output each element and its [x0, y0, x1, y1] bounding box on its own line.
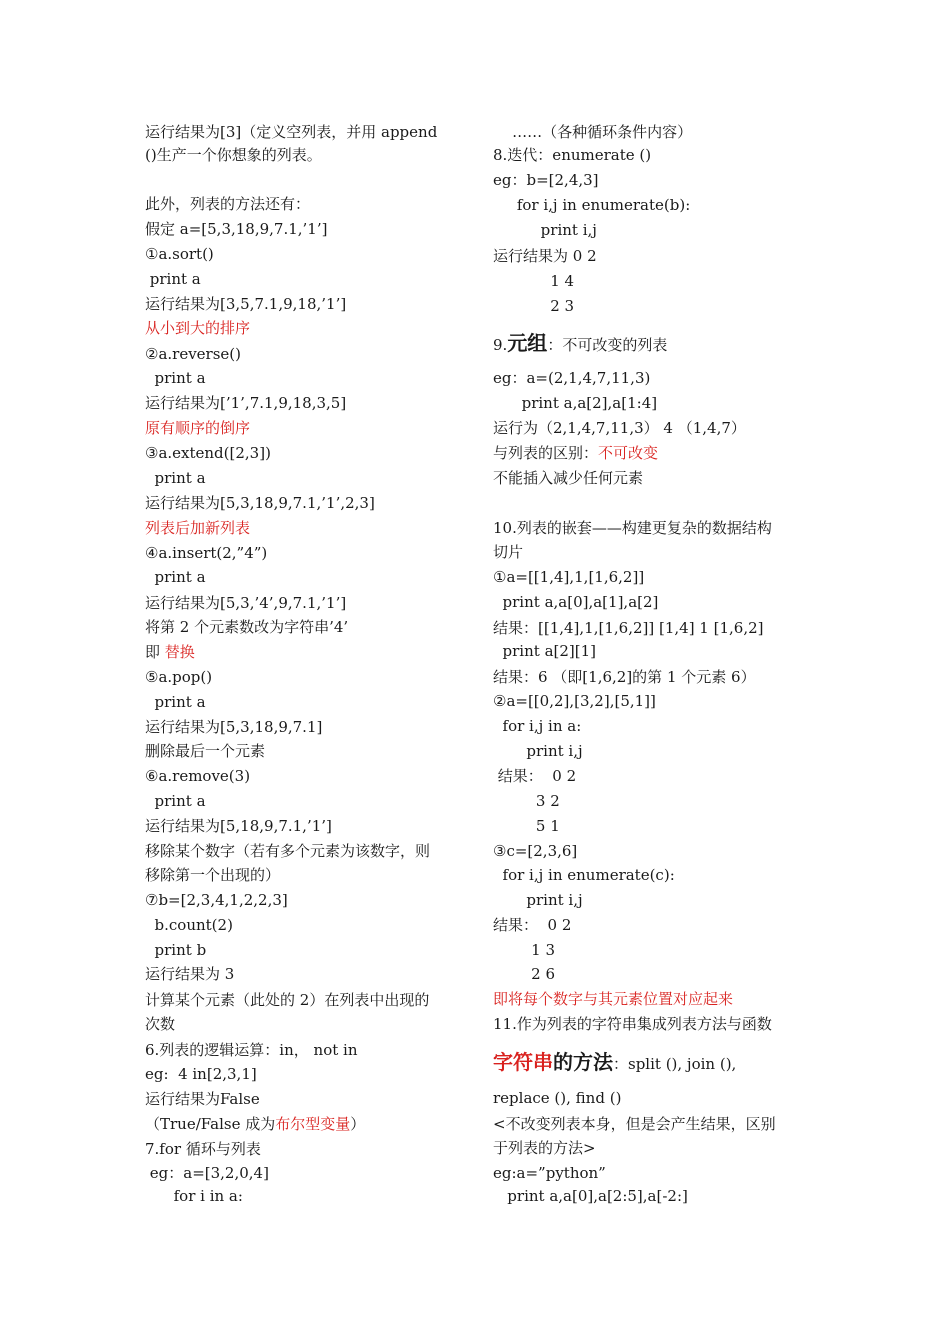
right-line: [493, 1052, 736, 1074]
right-line: [493, 1088, 621, 1108]
right-line: [493, 618, 764, 638]
line-text: ②a.reverse(): [145, 345, 242, 363]
left-line: [145, 667, 212, 687]
line-text: print i,j: [493, 891, 583, 909]
right-line: [493, 1138, 596, 1158]
left-line: [145, 269, 201, 289]
left-line: [145, 964, 234, 984]
right-line: [493, 145, 651, 165]
line-text: eg：a=(2,1,4,7,11,3): [493, 369, 651, 387]
right-line: [493, 296, 574, 316]
right-line: [493, 542, 523, 562]
line-text: 结果：[[1,4],1,[1,6,2]] [1,4] 1 [1,6,2]: [493, 619, 764, 637]
line-text: print a: [145, 369, 206, 387]
left-line: [145, 418, 250, 438]
line-text: 7.for 循环与列表: [145, 1140, 261, 1158]
left-line: [145, 194, 310, 214]
line-text: 运行结果为[3]（定义空列表，并用 append: [145, 123, 438, 141]
right-line: [493, 271, 574, 291]
line-text: ①a=[[1,4],1,[1,6,2]]: [493, 568, 645, 586]
line-text: 将第 2 个元素数改为字符串’4’: [145, 618, 349, 636]
line-text: 移除第一个出现的）: [145, 866, 281, 884]
line-text: 结果：6 （即[1,6,2]的第 1 个元素 6）: [493, 668, 756, 686]
right-line: [493, 964, 555, 984]
line-text: 运行结果为False: [145, 1090, 260, 1108]
left-line: [145, 766, 250, 786]
line-text: 移除某个数字（若有多个元素为该数字，则: [145, 842, 431, 860]
line-text: （True/False 成为: [145, 1115, 276, 1133]
left-line: [145, 122, 437, 142]
line-text: 于列表的方法>: [493, 1139, 596, 1157]
left-line: [145, 393, 346, 413]
left-line: [145, 841, 430, 861]
right-line: [493, 841, 577, 861]
line-text: 3 2: [493, 792, 560, 810]
line-text: b.count(2): [145, 916, 233, 934]
line-text: 运行结果为[5,3,18,9,7.1]: [145, 718, 323, 736]
left-line: [145, 294, 346, 314]
line-text: for i,j in enumerate(c):: [493, 866, 675, 884]
line-text: eg：a=[3,2,0,4]: [145, 1164, 269, 1182]
line-text: print a[2][1]: [493, 642, 597, 660]
line-text: 结果： 0 2: [493, 767, 577, 785]
left-line: [145, 1040, 357, 1060]
line-text: 原有顺序的倒序: [145, 419, 251, 437]
right-line: [493, 122, 692, 142]
left-line: [145, 145, 322, 165]
line-text: print a: [145, 568, 206, 586]
line-text: print a,a[2],a[1:4]: [493, 394, 658, 412]
left-line: [145, 244, 214, 264]
line-text: 从小到大的排序: [145, 319, 251, 337]
line-text: 运行结果为[5,3,18,9,7.1,’1’,2,3]: [145, 494, 375, 512]
left-line: [145, 717, 322, 737]
line-text: 即: [145, 643, 165, 661]
right-line: [493, 468, 643, 488]
right-line: [493, 816, 560, 836]
left-line: [145, 318, 250, 338]
right-line: [493, 1014, 772, 1034]
left-line: [145, 368, 206, 388]
line-text: 11.作为列表的字符串集成列表方法与函数: [493, 1015, 772, 1033]
right-line: [493, 989, 733, 1009]
line-text-suffix: ：split (), join (),: [613, 1055, 737, 1073]
highlight-text: 布尔型变量: [275, 1115, 351, 1133]
line-text: ()生产一个你想象的列表。: [145, 146, 322, 164]
left-line: [145, 593, 346, 613]
left-line: [145, 990, 429, 1010]
right-line: [493, 716, 581, 736]
line-text: 假定 a=[5,3,18,9,7.1,’1’]: [145, 220, 328, 238]
right-line: [493, 443, 658, 463]
right-line: [493, 220, 597, 240]
line-text: 运行结果为[3,5,7.1,9,18,’1’]: [145, 295, 347, 313]
right-line: [493, 667, 756, 687]
line-text: 不能插入减少任何元素: [493, 469, 644, 487]
line-text: 运行结果为 3: [145, 965, 235, 983]
line-text: 运行结果为[5,18,9,7.1,’1’]: [145, 817, 332, 835]
left-line: [145, 617, 348, 637]
line-text: ⑥a.remove(3): [145, 767, 251, 785]
line-text: eg：b=[2,4,3]: [493, 171, 599, 189]
line-text: 运行结果为[5,3,’4’,9,7.1,’1’]: [145, 594, 347, 612]
left-line: [145, 1139, 261, 1159]
line-text: eg: 4 in[2,3,1]: [145, 1065, 257, 1083]
line-text: 2 3: [493, 297, 575, 315]
line-text: ⑦b=[2,3,4,1,2,2,3]: [145, 891, 288, 909]
line-text: 删除最后一个元素: [145, 742, 266, 760]
right-line: [493, 940, 555, 960]
line-text: 运行结果为[’1’,7.1,9,18,3,5]: [145, 394, 347, 412]
right-line: [493, 691, 656, 711]
left-line: [145, 741, 265, 761]
left-line: [145, 915, 233, 935]
line-text: ②a=[[0,2],[3,2],[5,1]]: [493, 692, 656, 710]
right-line: [493, 333, 667, 355]
line-text: print a: [145, 270, 201, 288]
line-text: ⑤a.pop(): [145, 668, 213, 686]
line-text: for i,j in enumerate(b):: [493, 196, 691, 214]
line-text: 此外，列表的方法还有：: [145, 195, 311, 213]
line-text: 1 3: [493, 941, 555, 959]
line-text: ①a.sort(): [145, 245, 214, 263]
left-line: [145, 1114, 365, 1134]
left-line: [145, 518, 250, 538]
line-text: print i,j: [493, 742, 583, 760]
line-text: for i in a:: [145, 1187, 243, 1205]
right-line: [493, 890, 583, 910]
right-line: [493, 641, 596, 661]
right-line: [493, 246, 597, 266]
heading-text: 元组: [507, 331, 548, 355]
left-line: [145, 791, 206, 811]
right-line: [493, 1114, 776, 1134]
line-text: <不改变列表本身，但是会产生结果，区别: [493, 1115, 776, 1133]
right-line: [493, 791, 560, 811]
line-text: 列表后加新列表: [145, 519, 251, 537]
right-line: [493, 915, 571, 935]
right-line: [493, 195, 690, 215]
heading-red-text: 字符串: [493, 1050, 553, 1074]
line-text: 结果： 0 2: [493, 916, 572, 934]
line-text: print i,j: [493, 221, 597, 239]
left-line: [145, 865, 280, 885]
left-line: [145, 940, 206, 960]
line-text: 10.列表的嵌套——构建更复杂的数据结构: [493, 519, 772, 537]
right-line: [493, 1163, 606, 1183]
heading-text: 的方法: [553, 1050, 613, 1074]
line-text: ……（各种循环条件内容）: [493, 123, 693, 141]
right-line: [493, 393, 657, 413]
right-line: [493, 592, 658, 612]
left-line: [145, 567, 206, 587]
line-text-suffix: ）: [350, 1115, 366, 1133]
line-text: 1 4: [493, 272, 575, 290]
left-line: [145, 1089, 260, 1109]
left-line: [145, 642, 195, 662]
line-text: 6.列表的逻辑运算：in， not in: [145, 1041, 358, 1059]
right-line: [493, 1186, 688, 1206]
line-text: 次数: [145, 1015, 176, 1033]
line-text: 5 1: [493, 817, 560, 835]
left-line: [145, 219, 327, 239]
line-text: 2 6: [493, 965, 555, 983]
line-text: 9.: [493, 336, 508, 354]
line-text: print b: [145, 941, 207, 959]
line-text: print a: [145, 792, 206, 810]
left-line: [145, 890, 288, 910]
line-text: replace (), find (): [493, 1089, 622, 1107]
left-line: [145, 443, 271, 463]
left-line: [145, 344, 241, 364]
left-line: [145, 468, 206, 488]
left-line: [145, 1186, 243, 1206]
line-text: eg:a=”python”: [493, 1164, 606, 1182]
line-text: print a: [145, 469, 206, 487]
left-line: [145, 493, 375, 513]
line-text: ③c=[2,3,6]: [493, 842, 578, 860]
right-line: [493, 741, 583, 761]
line-text-suffix: ：不可改变的列表: [547, 336, 668, 354]
highlight-text: 替换: [164, 643, 195, 661]
line-text: 计算某个元素（此处的 2）在列表中出现的: [145, 991, 430, 1009]
left-line: [145, 692, 206, 712]
right-line: [493, 518, 772, 538]
line-text: print a,a[0],a[1],a[2]: [493, 593, 659, 611]
left-line: [145, 543, 267, 563]
right-line: [493, 567, 644, 587]
right-line: [493, 766, 576, 786]
right-line: [493, 368, 650, 388]
left-line: [145, 816, 332, 836]
line-text: 运行为（2,1,4,7,11,3） 4 （1,4,7）: [493, 419, 746, 437]
line-text: ④a.insert(2,”4”): [145, 544, 268, 562]
right-line: [493, 418, 746, 438]
left-line: [145, 1064, 257, 1084]
line-text: 运行结果为 0 2: [493, 247, 597, 265]
line-text: print a: [145, 693, 206, 711]
line-text: 切片: [493, 543, 524, 561]
line-text: 与列表的区别：: [493, 444, 599, 462]
right-line: [493, 170, 599, 190]
line-text: 8.迭代：enumerate (): [493, 146, 652, 164]
left-line: [145, 1163, 269, 1183]
left-line: [145, 1014, 175, 1034]
line-text: for i,j in a:: [493, 717, 582, 735]
right-line: [493, 865, 675, 885]
line-text: 即将每个数字与其元素位置对应起来: [493, 990, 734, 1008]
line-text: print a,a[0],a[2:5],a[-2:]: [493, 1187, 688, 1205]
line-text: ③a.extend([2,3]): [145, 444, 271, 462]
highlight-text: 不可改变: [598, 444, 659, 462]
